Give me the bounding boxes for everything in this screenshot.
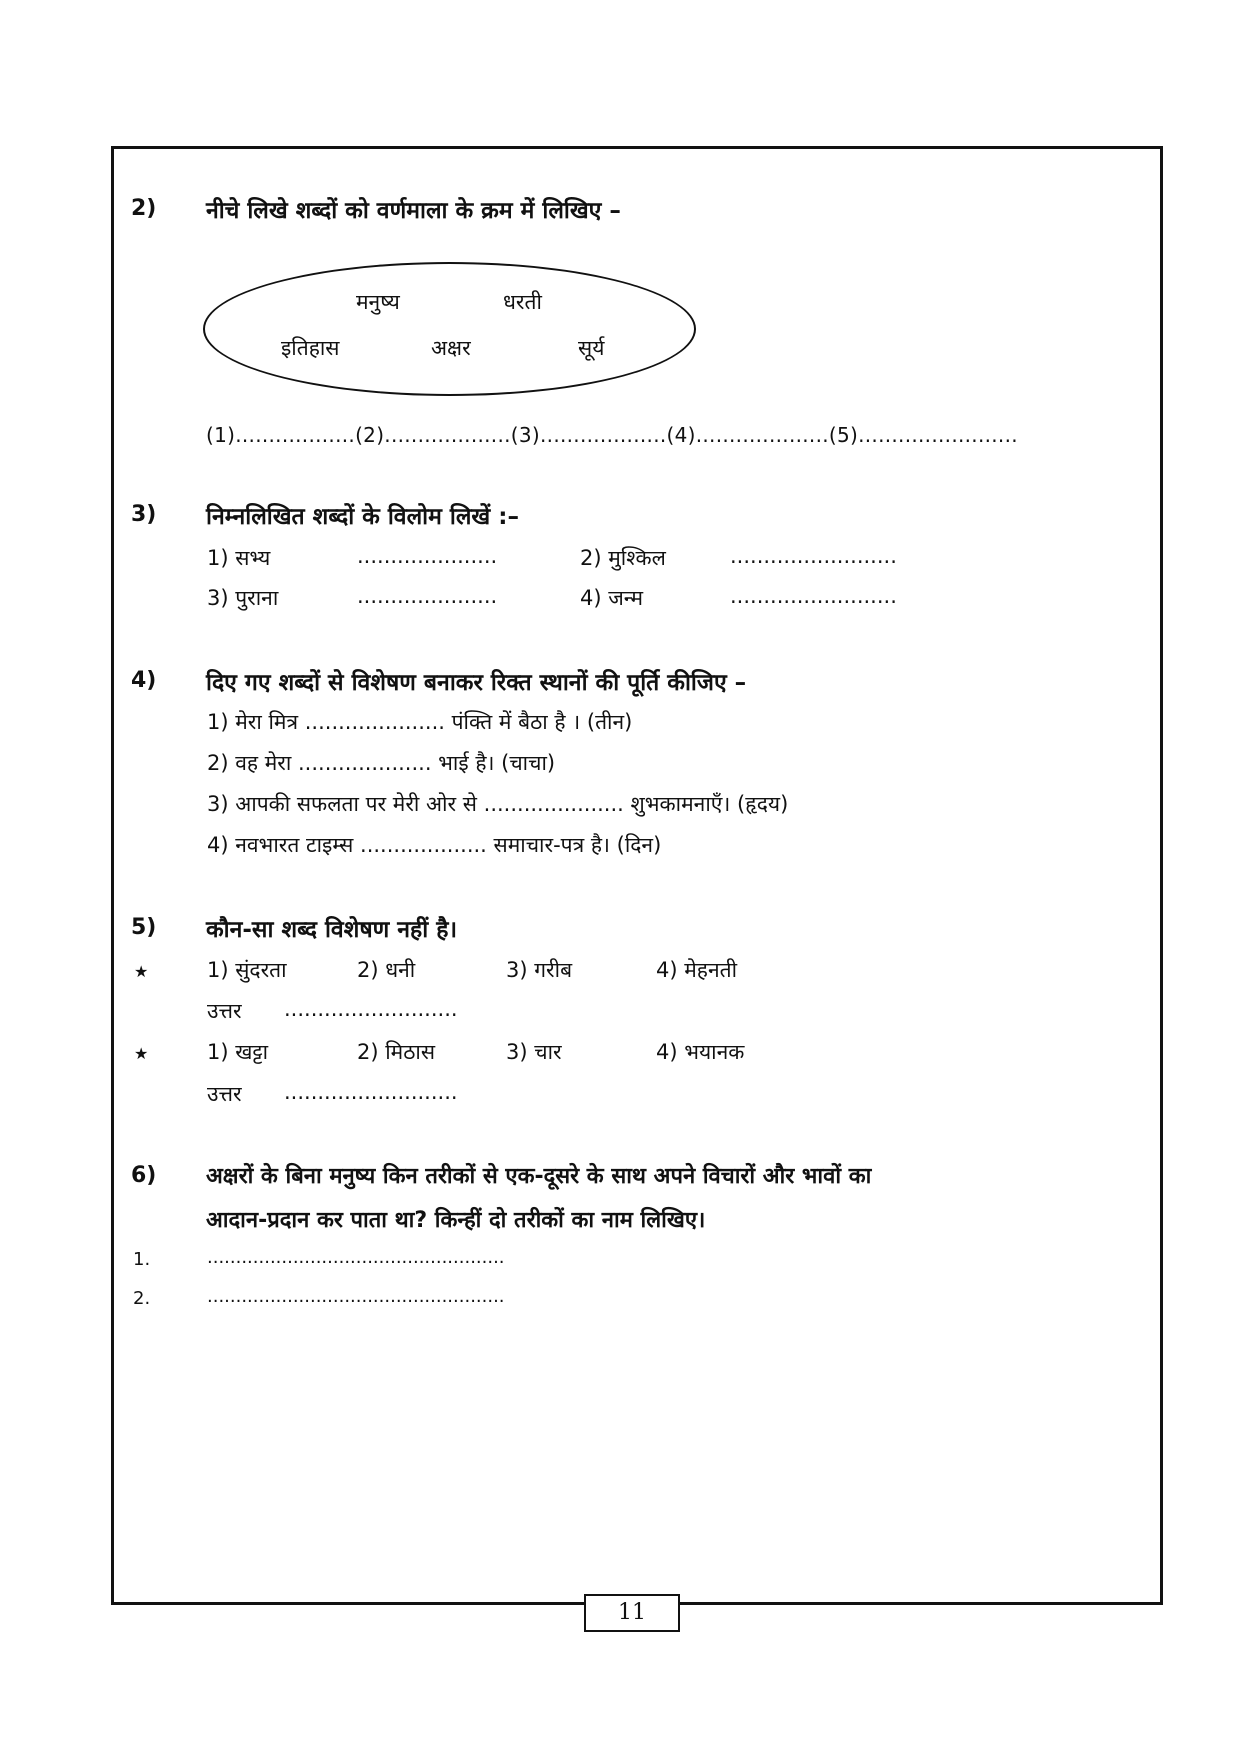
- q3-item-2-blank[interactable]: .........................: [730, 544, 897, 568]
- q4-number: 4): [131, 668, 157, 693]
- q5-title: कौन-सा शब्द विशेषण नहीं है।: [206, 917, 458, 943]
- q5-number: 5): [131, 915, 157, 940]
- q6-title-line-1: अक्षरों के बिना मनुष्य किन तरीकों से एक-दूसरे के साथ अपने विचारों और भावों का: [206, 1164, 872, 1189]
- word-4: अक्षर: [431, 336, 471, 360]
- q2-title: नीचे लिखे शब्दों को वर्णमाला के क्रम में लिखिए –: [206, 198, 621, 224]
- q6-answer-2-blank[interactable]: ....................................................: [207, 1286, 505, 1307]
- word-1: मनुष्य: [356, 290, 400, 314]
- q3-title: निम्नलिखित शब्दों के विलोम लिखें :–: [206, 504, 519, 530]
- q5-set1-answer-blank[interactable]: ..........................: [284, 997, 458, 1021]
- q5-set2-answer-blank[interactable]: ..........................: [284, 1080, 458, 1104]
- q3-number: 3): [131, 502, 157, 527]
- q4-line-1: 1) मेरा मित्र ..................... पंक्ति में बैठा है । (तीन): [207, 710, 633, 734]
- word-3: इतिहास: [281, 336, 340, 360]
- q3-item-3-blank[interactable]: .....................: [357, 584, 498, 608]
- q5-set2-option-3: 3) चार: [506, 1040, 562, 1064]
- q5-set2-option-2: 2) मिठास: [357, 1040, 436, 1064]
- q3-item-2-label: 2) मुश्किल: [580, 546, 666, 570]
- q6-answer-2-number: 2.: [133, 1288, 151, 1309]
- q5-set1-answer-label: उत्तर: [207, 999, 242, 1023]
- word-5: सूर्य: [578, 336, 605, 360]
- word-2: धरती: [503, 290, 542, 314]
- q5-set2-answer-label: उत्तर: [207, 1082, 242, 1106]
- q2-answer-line[interactable]: (1)..................(2)...................(3)...................(4)....................(5)........................: [206, 423, 1018, 447]
- q3-item-4-blank[interactable]: .........................: [730, 584, 897, 608]
- q5-set2-option-1: 1) खट्टा: [207, 1040, 269, 1064]
- q6-title-line-2: आदान-प्रदान कर पाता था? किन्हीं दो तरीकों का नाम लिखिए।: [206, 1208, 706, 1233]
- q6-number: 6): [131, 1163, 157, 1188]
- q5-set2-option-4: 4) भयानक: [656, 1040, 745, 1064]
- q2-number: 2): [131, 196, 157, 221]
- word-ellipse: [203, 262, 696, 396]
- q4-line-4: 4) नवभारत टाइम्स ................... समाचार-पत्र है। (दिन): [207, 833, 662, 857]
- star-icon: ★: [134, 962, 149, 981]
- q3-item-3-label: 3) पुराना: [207, 586, 279, 610]
- q5-set1-option-3: 3) गरीब: [506, 958, 573, 982]
- q4-line-2: 2) वह मेरा .................... भाई है। (चाचा): [207, 751, 556, 775]
- q4-title: दिए गए शब्दों से विशेषण बनाकर रिक्त स्थानों की पूर्ति कीजिए –: [206, 670, 747, 696]
- q6-answer-1-number: 1.: [133, 1249, 151, 1270]
- q6-answer-1-blank[interactable]: ....................................................: [207, 1247, 505, 1268]
- star-icon: ★: [134, 1044, 149, 1063]
- q3-item-1-blank[interactable]: .....................: [357, 544, 498, 568]
- q5-set1-option-4: 4) मेहनती: [656, 958, 738, 982]
- page-number: 11: [584, 1594, 680, 1632]
- q3-item-4-label: 4) जन्म: [580, 586, 644, 610]
- q5-set1-option-1: 1) सुंदरता: [207, 958, 287, 982]
- q4-line-3: 3) आपकी सफलता पर मेरी ओर से ..................... शुभकामनाएँ। (हृदय): [207, 792, 789, 816]
- q3-item-1-label: 1) सभ्य: [207, 546, 271, 570]
- q5-set1-option-2: 2) धनी: [357, 958, 416, 982]
